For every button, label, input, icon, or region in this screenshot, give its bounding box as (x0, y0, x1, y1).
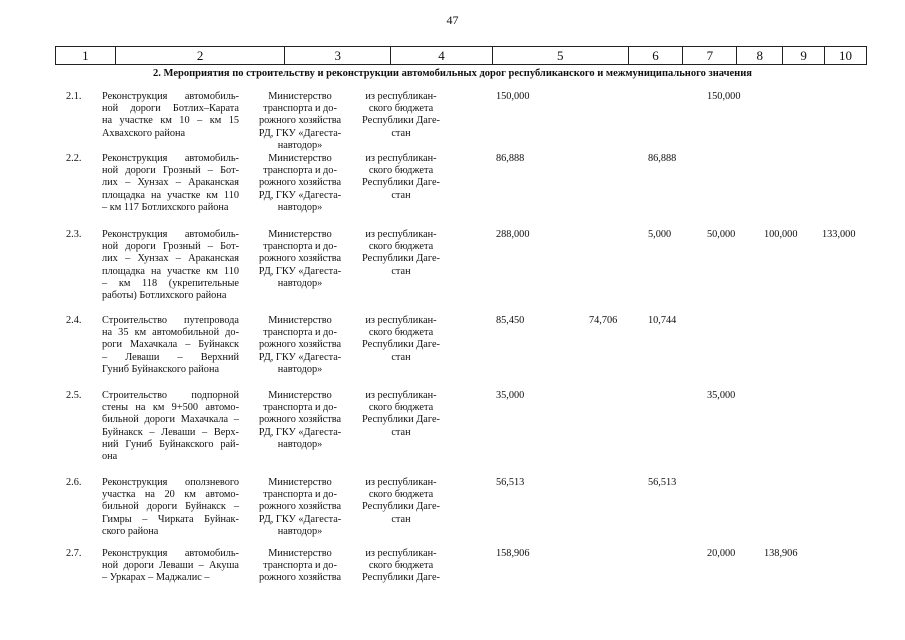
row-number: 2.3. (66, 229, 82, 240)
measure-name-line: ского района (102, 525, 159, 537)
executor-line: Министерство (268, 390, 332, 401)
executor-line: Министерство (268, 315, 332, 326)
amount-col-9: 138,906 (764, 548, 798, 559)
executor-line: навтодор» (277, 363, 323, 375)
measure-name-line: участка на 20 км автомо- (102, 489, 239, 501)
measure-name-line: Реконструкция автомобиль- (102, 548, 239, 559)
amount-col-5: 158,906 (496, 548, 530, 559)
amount-col-6: 74,706 (589, 315, 618, 326)
funding-source-line: Республики Даге- (362, 414, 440, 426)
amount-col-5: 288,000 (496, 229, 530, 240)
executor (250, 548, 350, 585)
header-col-6: 6 (629, 47, 684, 64)
funding-source (358, 390, 444, 439)
row-number: 2.2. (66, 153, 82, 164)
amount-col-8: 20,000 (707, 548, 736, 559)
funding-source-line: из республикан- (365, 548, 437, 559)
funding-source (358, 548, 444, 585)
funding-source-line: стан (391, 127, 411, 139)
funding-source-line: ского бюджета (368, 327, 434, 339)
executor-line: транспорта и до- (263, 103, 337, 115)
measure-name-line: бильной дороги Буйнакск – (102, 501, 239, 513)
executor-line: рожного хозяйства (258, 253, 342, 265)
executor-line: РД, ГКУ «Дагеста- (258, 189, 342, 201)
funding-source-line: ского бюджета (368, 402, 434, 414)
measure-name-line: Ахвахского района (102, 127, 186, 139)
amount-col-5: 56,513 (496, 477, 525, 488)
funding-source-line: ского бюджета (368, 241, 434, 253)
measure-name-line: Реконструкция автомобиль- (102, 229, 239, 240)
amount-col-5: 86,888 (496, 153, 525, 164)
executor-line: рожного хозяйства (258, 177, 342, 189)
amount-col-5: 150,000 (496, 91, 530, 102)
measure-name-line: площадка на участке км 110 (102, 189, 239, 201)
funding-source-line: из республикан- (365, 229, 437, 240)
executor-line: транспорта и до- (263, 327, 337, 339)
executor-line: транспорта и до- (263, 402, 337, 414)
executor-line: навтодор» (277, 277, 323, 289)
funding-source-line: Республики Даге- (362, 115, 440, 127)
executor-line: РД, ГКУ «Дагеста- (258, 426, 342, 438)
amount-col-7: 10,744 (648, 315, 677, 326)
header-col-5: 5 (493, 47, 629, 64)
executor-line: РД, ГКУ «Дагеста- (258, 127, 342, 139)
funding-source-line: стан (391, 265, 411, 277)
funding-source-line: ского бюджета (368, 560, 434, 572)
measure-name (102, 548, 239, 585)
executor-line: рожного хозяйства (258, 339, 342, 351)
header-col-4: 4 (391, 47, 493, 64)
executor (250, 390, 350, 451)
header-col-3: 3 (285, 47, 391, 64)
funding-source-line: Республики Даге- (362, 177, 440, 189)
executor-line: транспорта и до- (263, 241, 337, 253)
amount-col-7: 86,888 (648, 153, 677, 164)
section-title: 2. Мероприятия по строительству и реконструкции автомобильных дорог республиканского и межмуниципального значения (153, 68, 752, 79)
funding-source (358, 153, 444, 202)
header-col-10: 10 (839, 48, 853, 63)
executor (250, 315, 350, 376)
header-col-2: 2 (116, 47, 286, 64)
executor-line: рожного хозяйства (258, 572, 342, 584)
executor-line: рожного хозяйства (258, 501, 342, 513)
measure-name-line: – км 118 (укрепительные (102, 277, 239, 289)
header-col-9: 9 (783, 47, 825, 64)
measure-name-line: стены на км 9+500 автомо- (102, 402, 239, 414)
row-number: 2.7. (66, 548, 82, 559)
measure-name-line: Буйнакск – Леваши – Верх- (102, 426, 239, 438)
amount-col-8: 150,000 (707, 91, 741, 102)
measure-name-line: на участке км 10 – км 15 (102, 115, 239, 127)
funding-source-line: из республикан- (365, 153, 437, 164)
measure-name-line: ной дороги Леваши – Акуша (102, 560, 239, 572)
funding-source-line: из республикан- (365, 477, 437, 488)
executor (250, 153, 350, 214)
executor-line: Министерство (268, 153, 332, 164)
funding-source-line: стан (391, 351, 411, 363)
executor-line: транспорта и до- (263, 489, 337, 501)
row-number: 2.5. (66, 390, 82, 401)
measure-name-line: она (102, 451, 118, 463)
measure-name-line: ной дороги Грозный – Бот- (102, 165, 239, 177)
measure-name-line: – Леваши – Верхний (102, 351, 239, 363)
measure-name-line: роги Махачкала – Буйнакск (102, 339, 239, 351)
row-number: 2.1. (66, 91, 82, 102)
measure-name (102, 153, 239, 214)
measure-name-line: Реконструкция автомобиль- (102, 91, 239, 102)
executor-line: РД, ГКУ «Дагеста- (258, 513, 342, 525)
executor (250, 91, 350, 152)
header-col-7: 7 (683, 47, 737, 64)
executor-line: Министерство (268, 91, 332, 102)
executor (250, 477, 350, 538)
amount-col-7: 56,513 (648, 477, 677, 488)
funding-source-line: Республики Даге- (362, 572, 440, 584)
measure-name (102, 91, 239, 140)
amount-col-5: 85,450 (496, 315, 525, 326)
executor-line: РД, ГКУ «Дагеста- (258, 265, 342, 277)
funding-source (358, 315, 444, 364)
executor-line: Министерство (268, 229, 332, 240)
measure-name-line: на 35 км автомобильной до- (102, 327, 239, 339)
measure-name (102, 315, 239, 376)
funding-source-line: из республикан- (365, 390, 437, 401)
amount-col-7: 5,000 (648, 229, 672, 240)
funding-source (358, 229, 444, 278)
row-number: 2.4. (66, 315, 82, 326)
executor-line: рожного хозяйства (258, 414, 342, 426)
executor-line: навтодор» (277, 438, 323, 450)
header-col-8: 8 (737, 47, 783, 64)
executor-line: транспорта и до- (263, 560, 337, 572)
funding-source-line: из республикан- (365, 91, 437, 102)
funding-source-line: Республики Даге- (362, 339, 440, 351)
table-header-row (55, 46, 867, 65)
executor (250, 229, 350, 290)
measure-name-line: ной дороги Ботлих–Карата (102, 103, 239, 115)
measure-name-line: площадка на участке км 110 (102, 265, 239, 277)
amount-col-8: 35,000 (707, 390, 736, 401)
page-number: 47 (446, 13, 459, 27)
funding-source-line: стан (391, 189, 411, 201)
measure-name-line: – Уркарах – Маджалис – (102, 572, 210, 584)
executor-line: Министерство (268, 548, 332, 559)
funding-source (358, 91, 444, 140)
measure-name-line: бильной дороги Махачкала – (102, 414, 239, 426)
measure-name-line: работы) Ботлихского района (102, 290, 227, 302)
measure-name-line: лих – Хунзах – Араканская (102, 253, 239, 265)
measure-name-line: Строительство подпорной (102, 390, 239, 401)
executor-line: Министерство (268, 477, 332, 488)
amount-col-5: 35,000 (496, 390, 525, 401)
funding-source-line: стан (391, 426, 411, 438)
measure-name-line: Гимры – Чирката Буйнак- (102, 513, 239, 525)
header-col-1: 1 (56, 47, 116, 64)
funding-source-line: стан (391, 513, 411, 525)
executor-line: рожного хозяйства (258, 115, 342, 127)
executor-line: РД, ГКУ «Дагеста- (258, 351, 342, 363)
executor-line: навтодор» (277, 201, 323, 213)
measure-name-line: лих – Хунзах – Араканская (102, 177, 239, 189)
funding-source-line: из республикан- (365, 315, 437, 326)
executor-line: навтодор» (277, 525, 323, 537)
funding-source-line: ского бюджета (368, 165, 434, 177)
funding-source (358, 477, 444, 526)
measure-name-line: Гуниб Буйнакского района (102, 363, 220, 375)
amount-col-9: 100,000 (764, 229, 798, 240)
funding-source-line: Республики Даге- (362, 253, 440, 265)
measure-name-line: Реконструкция оползневого (102, 477, 239, 488)
row-number: 2.6. (66, 477, 82, 488)
measure-name-line: ной дороги Грозный – Бот- (102, 241, 239, 253)
funding-source-line: Республики Даге- (362, 501, 440, 513)
measure-name-line: Реконструкция автомобиль- (102, 153, 239, 164)
funding-source-line: ского бюджета (368, 103, 434, 115)
amount-col-10: 133,000 (822, 229, 856, 240)
amount-col-8: 50,000 (707, 229, 736, 240)
measure-name-line: ний Гуниб Буйнакского рай- (102, 438, 239, 450)
executor-line: транспорта и до- (263, 165, 337, 177)
measure-name-line: – км 117 Ботлихского района (102, 201, 229, 213)
measure-name-line: Строительство путепровода (102, 315, 239, 326)
measure-name (102, 477, 239, 538)
measure-name (102, 229, 239, 302)
measure-name (102, 390, 239, 463)
funding-source-line: ского бюджета (368, 489, 434, 501)
executor-line: навтодор» (277, 139, 323, 151)
